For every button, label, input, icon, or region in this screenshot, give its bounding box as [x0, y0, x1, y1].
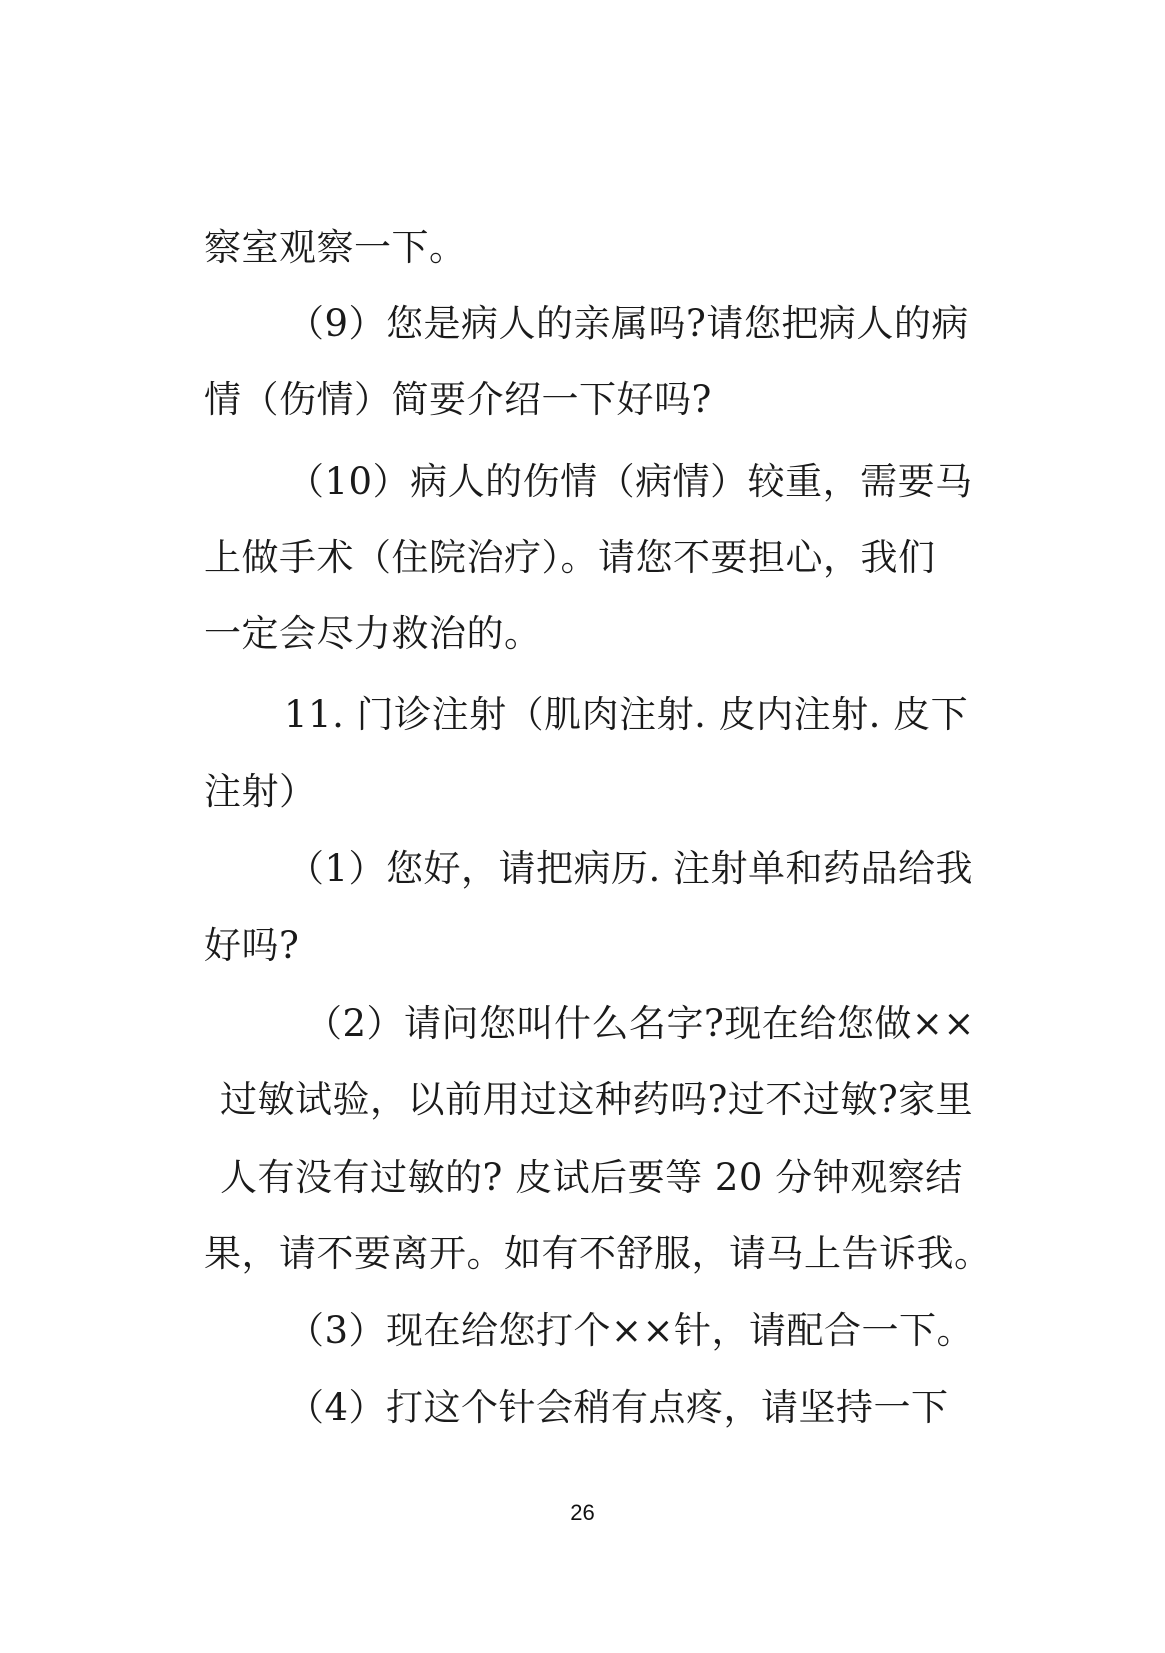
section-heading-continued: 注射）	[204, 770, 317, 813]
page-number: 26	[570, 1500, 595, 1525]
text-line: 上做手术（住院治疗）。请您不要担心，我们	[204, 536, 936, 579]
text-line: 情（伤情）简要介绍一下好吗?	[204, 378, 712, 421]
text-line: 好吗?	[204, 924, 300, 967]
section-heading: 11. 门诊注射（肌肉注射. 皮内注射. 皮下	[284, 693, 969, 736]
text-line: 果，请不要离开。如有不舒服，请马上告诉我。	[204, 1232, 992, 1275]
text-line: （4）打这个针会稍有点疼，请坚持一下	[287, 1386, 949, 1429]
text-line: （3）现在给您打个××针，请配合一下。	[287, 1309, 975, 1352]
text-line: 一定会尽力救治的。	[204, 612, 542, 655]
text-line: （2）请问您叫什么名字?现在给您做××	[305, 1002, 975, 1045]
text-line: 察室观察一下。	[204, 226, 467, 269]
text-line: （9）您是病人的亲属吗?请您把病人的病	[287, 302, 969, 345]
text-line: （10）病人的伤情（病情）较重，需要马	[287, 460, 973, 503]
text-line: 过敏试验，以前用过这种药吗?过不过敏?家里	[220, 1078, 974, 1121]
text-line: 人有没有过敏的? 皮试后要等 20 分钟观察结	[220, 1156, 963, 1199]
text-line: （1）您好，请把病历. 注射单和药品给我	[287, 847, 974, 890]
